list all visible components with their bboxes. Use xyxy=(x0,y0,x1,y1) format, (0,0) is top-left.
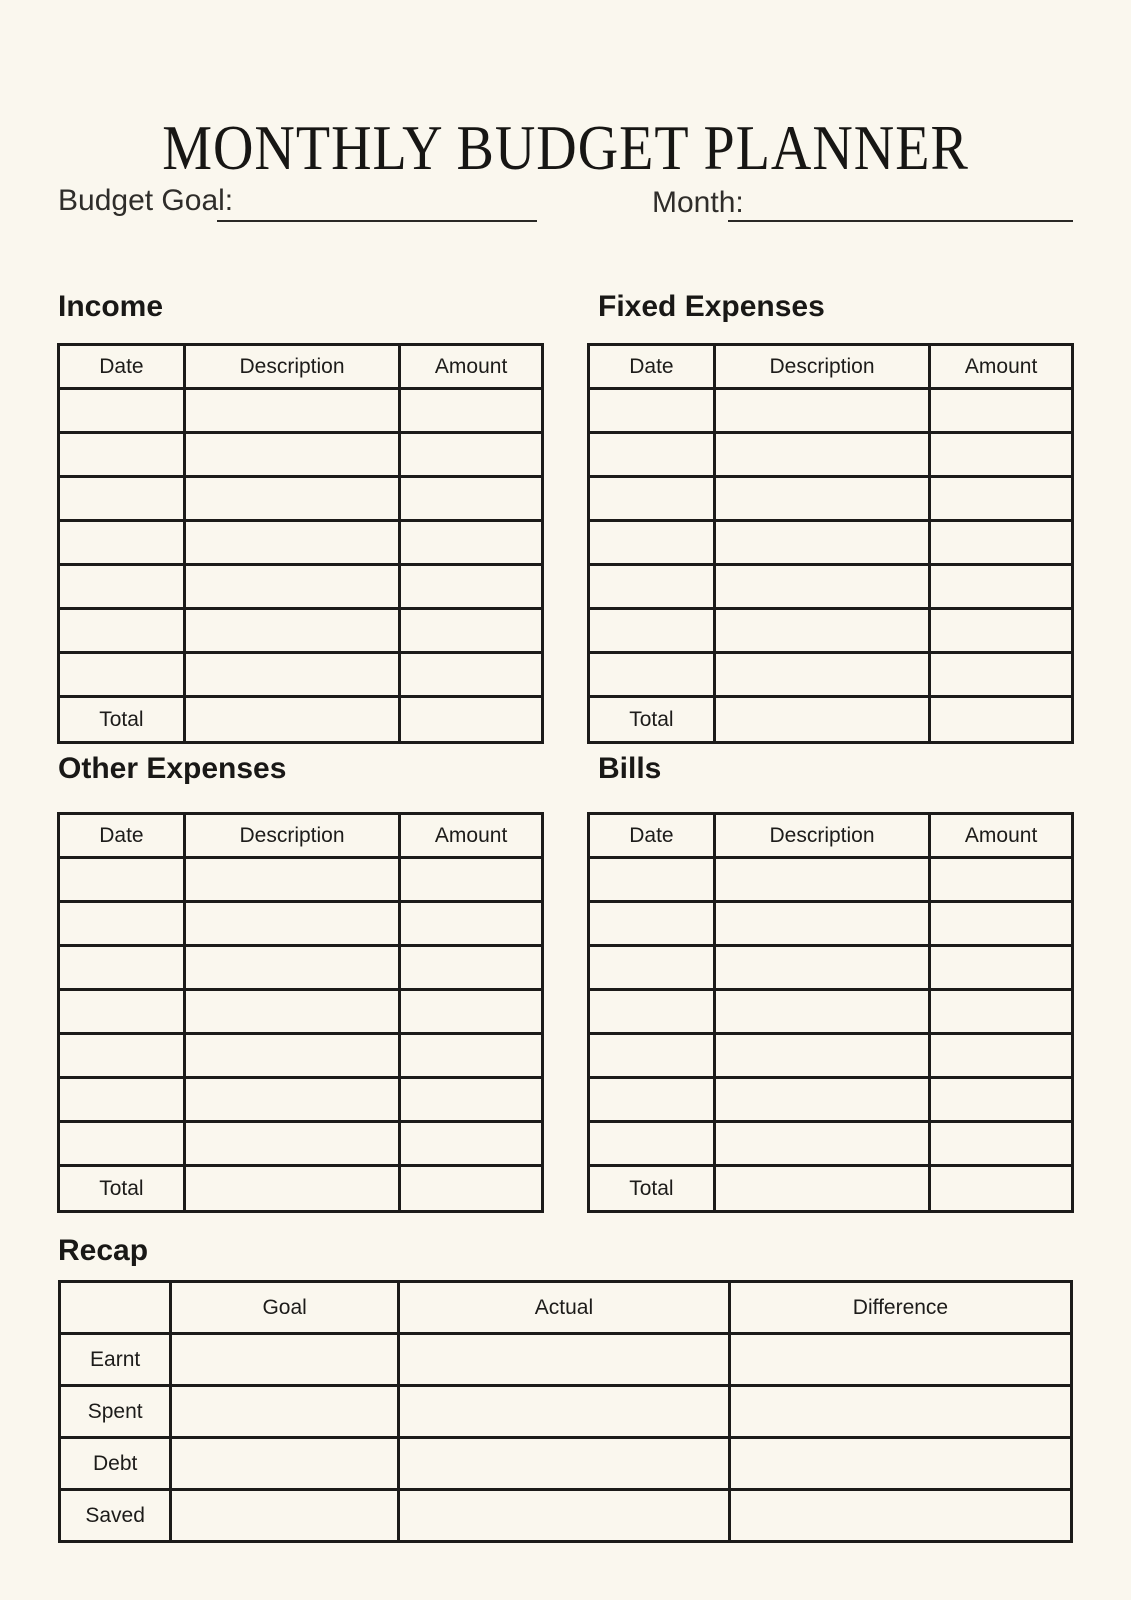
other-expenses-table xyxy=(57,812,544,1213)
bills-row xyxy=(589,990,1073,1034)
bills-date-cell[interactable] xyxy=(589,1034,715,1078)
fixed-expenses-row xyxy=(589,433,1073,477)
recap-earnt-actual-cell[interactable] xyxy=(399,1334,730,1386)
income-amount-cell[interactable] xyxy=(400,389,543,433)
income-amount-cell[interactable] xyxy=(400,521,543,565)
other-expenses-row xyxy=(59,902,543,946)
fixed-expenses-total-amount-cell[interactable] xyxy=(930,697,1073,743)
bills-amount-cell[interactable] xyxy=(930,1034,1073,1078)
income-description-cell[interactable] xyxy=(184,653,399,697)
fixed-expenses-header-amount: Amount xyxy=(930,345,1073,389)
recap-debt-difference-cell[interactable] xyxy=(729,1438,1071,1490)
recap-spent-difference-cell[interactable] xyxy=(729,1386,1071,1438)
income-date-cell[interactable] xyxy=(59,565,185,609)
fixed-expenses-row xyxy=(589,521,1073,565)
income-row xyxy=(59,653,543,697)
other-expenses-amount-cell[interactable] xyxy=(400,1078,543,1122)
income-table xyxy=(57,343,544,744)
income-date-cell[interactable] xyxy=(59,653,185,697)
other-expenses-total-row xyxy=(59,1166,543,1212)
bills-amount-cell[interactable] xyxy=(930,1078,1073,1122)
fixed-expenses-description-cell[interactable] xyxy=(714,521,929,565)
other-expenses-row xyxy=(59,946,543,990)
fixed-expenses-amount-cell[interactable] xyxy=(930,609,1073,653)
other-expenses-date-cell[interactable] xyxy=(59,858,185,902)
fixed-expenses-amount-cell[interactable] xyxy=(930,521,1073,565)
fixed-expenses-row xyxy=(589,389,1073,433)
fixed-expenses-amount-cell[interactable] xyxy=(930,389,1073,433)
section-heading-fixed-expenses: Fixed Expenses xyxy=(598,290,825,323)
recap-saved-goal-cell[interactable] xyxy=(171,1490,399,1542)
fixed-expenses-row xyxy=(589,565,1073,609)
budget-goal-label: Budget Goal: xyxy=(58,184,234,217)
recap-table xyxy=(58,1280,1073,1543)
income-description-cell[interactable] xyxy=(184,565,399,609)
bills-amount-cell[interactable] xyxy=(930,902,1073,946)
other-expenses-row xyxy=(59,1034,543,1078)
other-expenses-description-cell[interactable] xyxy=(184,1078,399,1122)
recap-spent-actual-cell[interactable] xyxy=(399,1386,730,1438)
recap-earnt-difference-cell[interactable] xyxy=(729,1334,1071,1386)
recap-saved-actual-cell[interactable] xyxy=(399,1490,730,1542)
income-total-label: Total xyxy=(59,697,185,743)
bills-date-cell[interactable] xyxy=(589,946,715,990)
income-date-cell[interactable] xyxy=(59,521,185,565)
other-expenses-date-cell[interactable] xyxy=(59,1122,185,1166)
other-expenses-description-cell[interactable] xyxy=(184,1122,399,1166)
other-expenses-amount-cell[interactable] xyxy=(400,1122,543,1166)
fixed-expenses-date-cell[interactable] xyxy=(589,609,715,653)
bills-date-cell[interactable] xyxy=(589,858,715,902)
recap-label-spent: Spent xyxy=(60,1386,171,1438)
other-expenses-row xyxy=(59,990,543,1034)
income-row xyxy=(59,521,543,565)
bills-date-cell[interactable] xyxy=(589,902,715,946)
fixed-expenses-date-cell[interactable] xyxy=(589,389,715,433)
recap-row-spent xyxy=(60,1386,1072,1438)
other-expenses-total-amount-cell[interactable] xyxy=(400,1166,543,1212)
bills-description-cell[interactable] xyxy=(714,1034,929,1078)
recap-row-debt xyxy=(60,1438,1072,1490)
recap-row-saved xyxy=(60,1490,1072,1542)
bills-description-cell[interactable] xyxy=(714,858,929,902)
fixed-expenses-row xyxy=(589,653,1073,697)
section-heading-income: Income xyxy=(58,290,164,323)
other-expenses-amount-cell[interactable] xyxy=(400,990,543,1034)
other-expenses-amount-cell[interactable] xyxy=(400,1034,543,1078)
other-expenses-date-cell[interactable] xyxy=(59,1078,185,1122)
recap-label-debt: Debt xyxy=(60,1438,171,1490)
fixed-expenses-header-description: Description xyxy=(714,345,929,389)
other-expenses-description-cell[interactable] xyxy=(184,990,399,1034)
other-expenses-row xyxy=(59,1078,543,1122)
fixed-expenses-row xyxy=(589,609,1073,653)
bills-total-description-cell[interactable] xyxy=(714,1166,929,1212)
bills-amount-cell[interactable] xyxy=(930,1122,1073,1166)
other-expenses-header-amount: Amount xyxy=(400,814,543,858)
recap-corner-cell xyxy=(60,1282,171,1334)
income-row xyxy=(59,389,543,433)
recap-saved-difference-cell[interactable] xyxy=(729,1490,1071,1542)
fixed-expenses-description-cell[interactable] xyxy=(714,389,929,433)
recap-debt-actual-cell[interactable] xyxy=(399,1438,730,1490)
income-date-cell[interactable] xyxy=(59,609,185,653)
bills-description-cell[interactable] xyxy=(714,946,929,990)
bills-header-date: Date xyxy=(589,814,715,858)
other-expenses-amount-cell[interactable] xyxy=(400,946,543,990)
fixed-expenses-amount-cell[interactable] xyxy=(930,433,1073,477)
bills-description-cell[interactable] xyxy=(714,1122,929,1166)
section-heading-other-expenses: Other Expenses xyxy=(58,752,287,785)
other-expenses-row xyxy=(59,858,543,902)
income-header-amount: Amount xyxy=(400,345,543,389)
income-row xyxy=(59,609,543,653)
bills-description-cell[interactable] xyxy=(714,990,929,1034)
section-heading-bills: Bills xyxy=(598,752,662,785)
bills-amount-cell[interactable] xyxy=(930,858,1073,902)
budget-goal-fill-line[interactable] xyxy=(217,220,537,222)
other-expenses-date-cell[interactable] xyxy=(59,946,185,990)
fixed-expenses-amount-cell[interactable] xyxy=(930,565,1073,609)
bills-amount-cell[interactable] xyxy=(930,990,1073,1034)
bills-date-cell[interactable] xyxy=(589,990,715,1034)
page-title: MONTHLY BUDGET PLANNER xyxy=(162,113,969,184)
fixed-expenses-header-date: Date xyxy=(589,345,715,389)
other-expenses-date-cell[interactable] xyxy=(59,902,185,946)
income-amount-cell[interactable] xyxy=(400,653,543,697)
other-expenses-description-cell[interactable] xyxy=(184,858,399,902)
fixed-expenses-amount-cell[interactable] xyxy=(930,477,1073,521)
recap-header-actual: Actual xyxy=(399,1282,730,1334)
bills-row xyxy=(589,1034,1073,1078)
income-amount-cell[interactable] xyxy=(400,565,543,609)
recap-row-earnt xyxy=(60,1334,1072,1386)
recap-header-difference: Difference xyxy=(729,1282,1071,1334)
other-expenses-amount-cell[interactable] xyxy=(400,858,543,902)
other-expenses-header-description: Description xyxy=(184,814,399,858)
income-total-row xyxy=(59,697,543,743)
fixed-expenses-total-label: Total xyxy=(589,697,715,743)
bills-header-description: Description xyxy=(714,814,929,858)
income-description-cell[interactable] xyxy=(184,433,399,477)
fixed-expenses-date-cell[interactable] xyxy=(589,565,715,609)
bills-total-row xyxy=(589,1166,1073,1212)
income-date-cell[interactable] xyxy=(59,477,185,521)
income-total-amount-cell[interactable] xyxy=(400,697,543,743)
recap-label-earnt: Earnt xyxy=(60,1334,171,1386)
bills-total-label: Total xyxy=(589,1166,715,1212)
section-heading-recap: Recap xyxy=(58,1234,149,1267)
income-amount-cell[interactable] xyxy=(400,433,543,477)
income-description-cell[interactable] xyxy=(184,477,399,521)
bills-row xyxy=(589,858,1073,902)
income-description-cell[interactable] xyxy=(184,389,399,433)
other-expenses-amount-cell[interactable] xyxy=(400,902,543,946)
other-expenses-description-cell[interactable] xyxy=(184,902,399,946)
other-expenses-description-cell[interactable] xyxy=(184,946,399,990)
bills-date-cell[interactable] xyxy=(589,1078,715,1122)
fixed-expenses-date-cell[interactable] xyxy=(589,653,715,697)
month-label: Month: xyxy=(652,186,744,219)
bills-total-amount-cell[interactable] xyxy=(930,1166,1073,1212)
fixed-expenses-table xyxy=(587,343,1074,744)
bills-description-cell[interactable] xyxy=(714,902,929,946)
fixed-expenses-amount-cell[interactable] xyxy=(930,653,1073,697)
fixed-expenses-description-cell[interactable] xyxy=(714,609,929,653)
bills-row xyxy=(589,946,1073,990)
other-expenses-row xyxy=(59,1122,543,1166)
other-expenses-description-cell[interactable] xyxy=(184,1034,399,1078)
fixed-expenses-description-cell[interactable] xyxy=(714,565,929,609)
income-total-description-cell[interactable] xyxy=(184,697,399,743)
income-amount-cell[interactable] xyxy=(400,477,543,521)
recap-debt-goal-cell[interactable] xyxy=(171,1438,399,1490)
fixed-expenses-row xyxy=(589,477,1073,521)
other-expenses-date-cell[interactable] xyxy=(59,1034,185,1078)
bills-date-cell[interactable] xyxy=(589,1122,715,1166)
income-row xyxy=(59,477,543,521)
bills-row xyxy=(589,1078,1073,1122)
recap-spent-goal-cell[interactable] xyxy=(171,1386,399,1438)
bills-description-cell[interactable] xyxy=(714,1078,929,1122)
other-expenses-total-description-cell[interactable] xyxy=(184,1166,399,1212)
income-date-cell[interactable] xyxy=(59,389,185,433)
fixed-expenses-date-cell[interactable] xyxy=(589,521,715,565)
fixed-expenses-date-cell[interactable] xyxy=(589,433,715,477)
recap-label-saved: Saved xyxy=(60,1490,171,1542)
fixed-expenses-total-description-cell[interactable] xyxy=(714,697,929,743)
income-row xyxy=(59,433,543,477)
income-amount-cell[interactable] xyxy=(400,609,543,653)
fixed-expenses-description-cell[interactable] xyxy=(714,433,929,477)
income-description-cell[interactable] xyxy=(184,521,399,565)
income-row xyxy=(59,565,543,609)
recap-earnt-goal-cell[interactable] xyxy=(171,1334,399,1386)
fixed-expenses-date-cell[interactable] xyxy=(589,477,715,521)
bills-row xyxy=(589,1122,1073,1166)
income-date-cell[interactable] xyxy=(59,433,185,477)
recap-header-goal: Goal xyxy=(171,1282,399,1334)
income-header-date: Date xyxy=(59,345,185,389)
month-fill-line[interactable] xyxy=(728,220,1073,222)
income-header-description: Description xyxy=(184,345,399,389)
fixed-expenses-description-cell[interactable] xyxy=(714,477,929,521)
bills-header-amount: Amount xyxy=(930,814,1073,858)
bills-row xyxy=(589,902,1073,946)
other-expenses-header-date: Date xyxy=(59,814,185,858)
fixed-expenses-total-row xyxy=(589,697,1073,743)
other-expenses-date-cell[interactable] xyxy=(59,990,185,1034)
bills-amount-cell[interactable] xyxy=(930,946,1073,990)
bills-table xyxy=(587,812,1074,1213)
fixed-expenses-description-cell[interactable] xyxy=(714,653,929,697)
other-expenses-total-label: Total xyxy=(59,1166,185,1212)
income-description-cell[interactable] xyxy=(184,609,399,653)
